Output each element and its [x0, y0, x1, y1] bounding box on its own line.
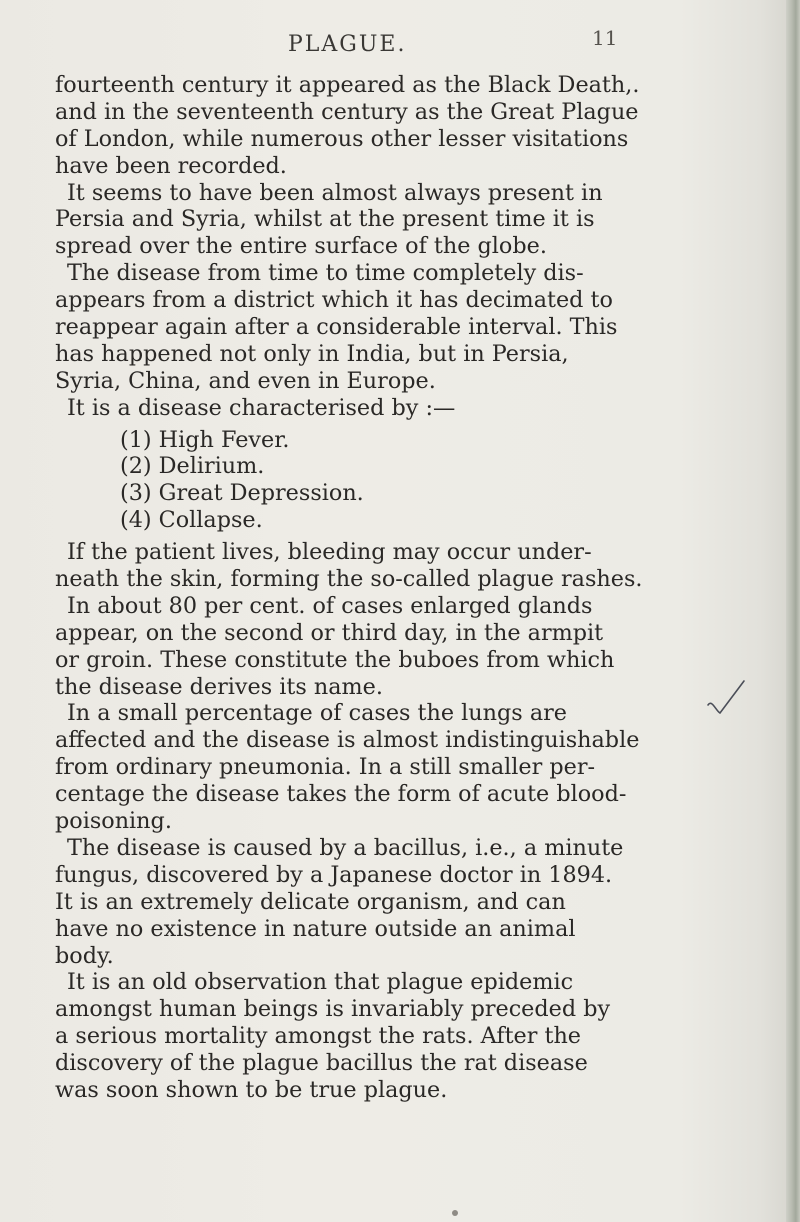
text-line: It is an extremely delicate organism, and can — [55, 888, 566, 915]
text-line: have no existence in nature outside an animal — [55, 915, 576, 942]
text-line: the disease derives its name. — [55, 673, 383, 700]
symptom-list-item: (3) Great Depression. — [120, 480, 364, 507]
text-line: Persia and Syria, whilst at the present time it is — [55, 206, 595, 233]
margin-checkmark-icon — [706, 675, 746, 719]
text-line: fourteenth century it appeared as the Black Death,. — [55, 72, 640, 98]
text-line: In about 80 per cent. of cases enlarged glands — [67, 592, 593, 619]
text-line: amongst human beings is invariably preceded by — [55, 996, 611, 1023]
text-line: It is an old observation that plague epidemic — [67, 969, 574, 996]
text-line: has happened not only in India, but in Persia, — [55, 340, 569, 367]
text-line: Syria, China, and even in Europe. — [55, 367, 436, 394]
symptom-list-item: (2) Delirium. — [120, 453, 265, 480]
text-line: centage the disease takes the form of acute blood- — [55, 781, 627, 808]
page-edge — [786, 0, 800, 1222]
text-line: was soon shown to be true plague. — [55, 1076, 448, 1103]
text-line: affected and the disease is almost indistinguishable — [55, 727, 640, 754]
text-line: and in the seventeenth century as the Great Plague — [55, 98, 639, 125]
running-head — [0, 26, 800, 62]
text-line: spread over the entire surface of the globe. — [55, 233, 547, 260]
text-line: It is a disease characterised by :— — [67, 394, 456, 421]
symptom-list-item: (1) High Fever. — [120, 426, 290, 453]
text-line: of London, while numerous other lesser visitations — [55, 125, 629, 152]
text-line: have been recorded. — [55, 152, 287, 179]
page-number: 11 — [592, 26, 618, 50]
text-line: appear, on the second or third day, in the armpit — [55, 619, 604, 646]
text-line: a serious mortality amongst the rats. After the — [55, 1023, 582, 1050]
text-line: discovery of the plague bacillus the rat disease — [55, 1050, 588, 1077]
symptom-list-item: (4) Collapse. — [120, 507, 263, 534]
text-line: or groin. These constitute the buboes from which — [55, 646, 615, 673]
text-line: appears from a district which it has decimated to — [55, 287, 613, 314]
text-line: It seems to have been almost always present in — [67, 179, 603, 206]
paper-speck — [452, 1210, 458, 1216]
text-line: reappear again after a considerable interval. This — [55, 314, 618, 341]
text-line: If the patient lives, bleeding may occur under- — [67, 539, 592, 566]
text-line: neath the skin, forming the so-called plague rashes. — [55, 566, 643, 593]
text-line: The disease is caused by a bacillus, i.e., a minute — [67, 834, 624, 861]
text-line: body. — [55, 942, 114, 969]
text-line: The disease from time to time completely dis- — [67, 260, 584, 287]
text-line: poisoning. — [55, 808, 172, 835]
text-line: from ordinary pneumonia. In a still smaller per- — [55, 754, 596, 781]
body-text — [55, 72, 747, 1104]
text-line: fungus, discovered by a Japanese doctor in 1894. — [55, 861, 613, 888]
running-head-title: PLAGUE. — [288, 32, 407, 57]
text-line: In a small percentage of cases the lungs are — [67, 700, 567, 727]
